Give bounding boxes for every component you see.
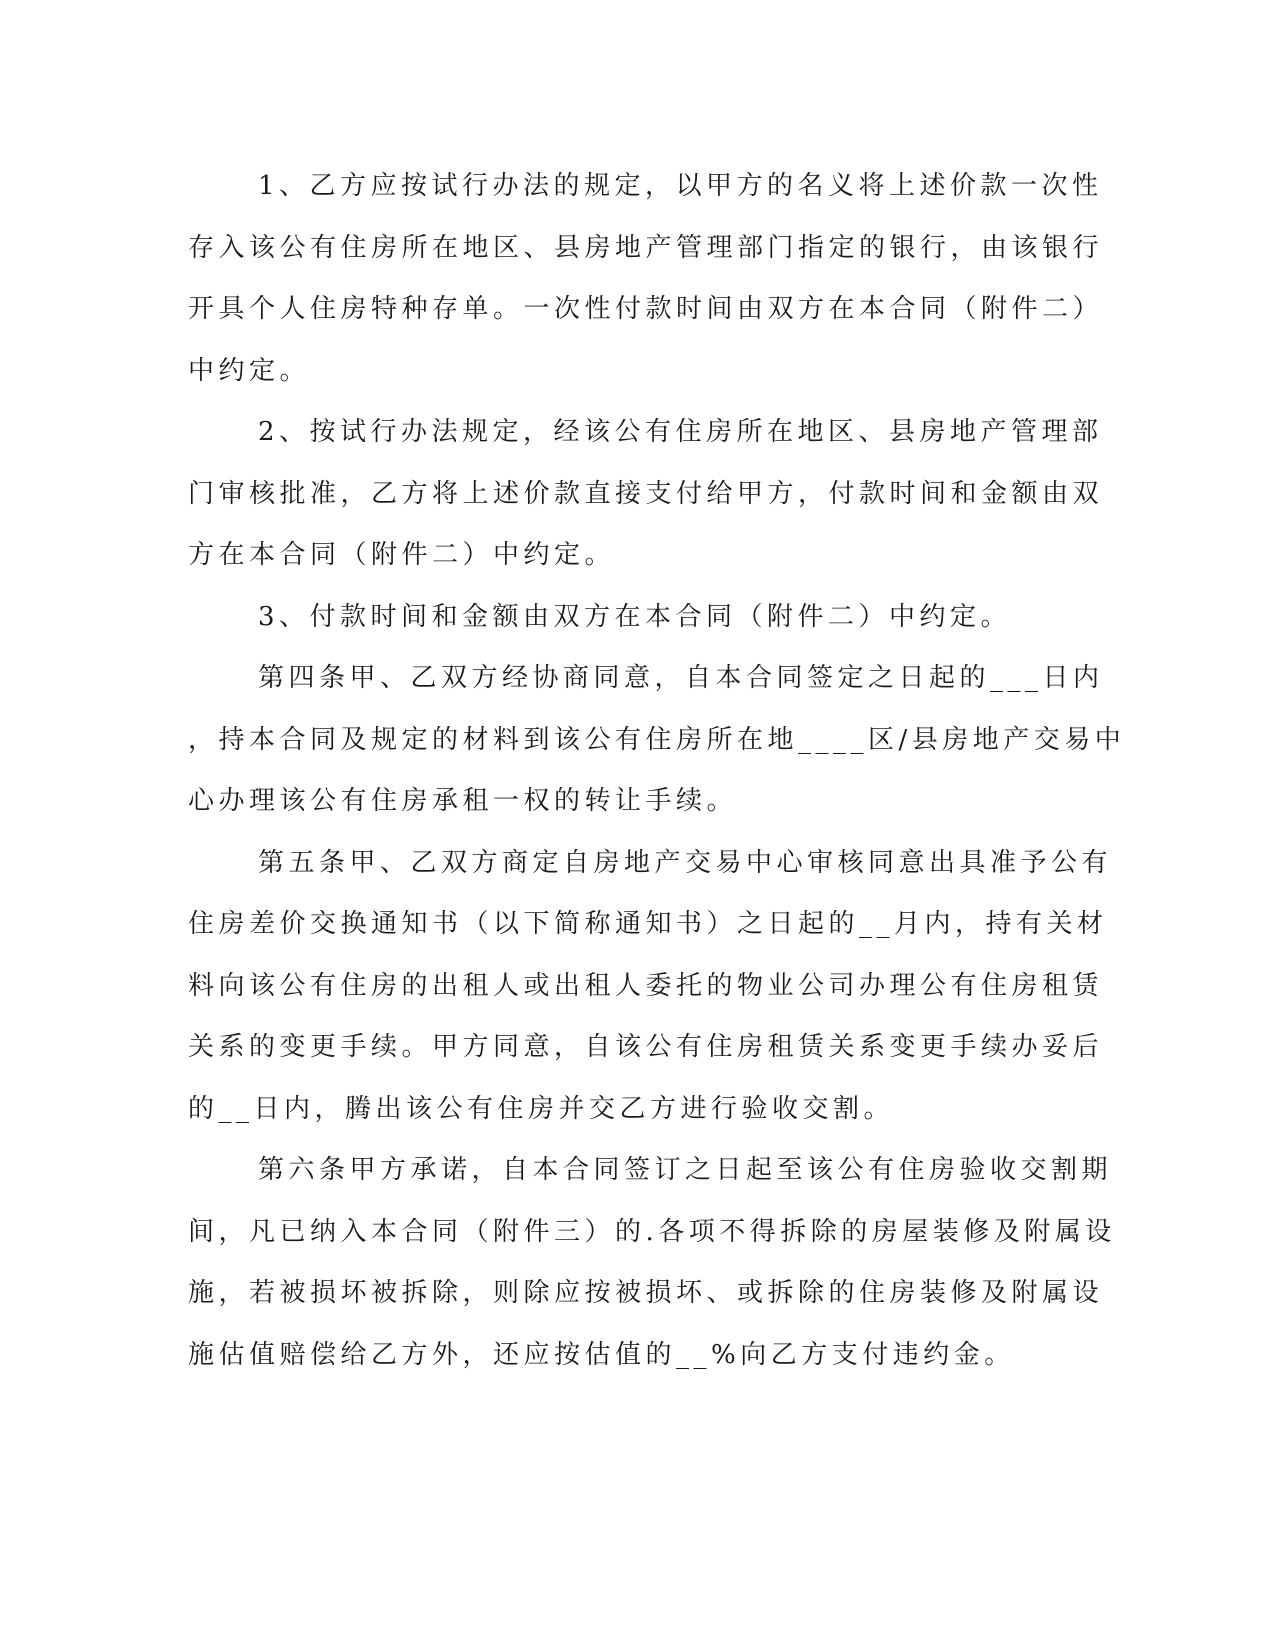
text-line: 心办理该公有住房承租一权的转让手续。 — [188, 786, 738, 816]
text-line: 2、按试行办法规定，经该公有住房所在地区、县房地产管理部 — [258, 417, 1103, 447]
text-line: 存入该公有住房所在地区、县房地产管理部门指定的银行，由该银行 — [188, 232, 1104, 263]
text-line: 1、乙方应按试行办法的规定，以甲方的名义将上述价款一次性 — [258, 171, 1103, 201]
text-line: 住房差价交换通知书（以下简称通知书）之日起的__月内，持有关材 — [188, 909, 1108, 939]
text-line: 料向该公有住房的出租人或出租人委托的物业公司办理公有住房租赁 — [188, 970, 1104, 1001]
paragraph-payment-method-1 — [188, 156, 1104, 402]
text-line: 第四条甲、乙双方经协商同意，自本合同签定之日起的___日内 — [258, 663, 1104, 693]
text-line: 第六条甲方承诺，自本合同签订之日起至该公有住房验收交割期 — [258, 1155, 1113, 1185]
paragraph-payment-method-3 — [188, 587, 1068, 649]
text-line: 第五条甲、乙双方商定自房地产交易中心审核同意出具准予公有 — [258, 847, 1113, 878]
text-line: 施估值赔偿给乙方外，还应按估值的__%向乙方支付违约金。 — [188, 1339, 1015, 1370]
paragraph-payment-method-2 — [188, 402, 1104, 587]
paragraph-article-4 — [188, 648, 1126, 833]
document-body — [188, 156, 1126, 1386]
text-line: 施，若被损坏被拆除，则除应按被损坏、或拆除的住房装修及附属设 — [188, 1278, 1104, 1308]
text-line: 中约定。 — [188, 355, 311, 386]
text-line: 开具个人住房特种存单。一次性付款时间由双方在本合同（附件二） — [188, 294, 1104, 324]
paragraph-article-6 — [188, 1140, 1116, 1386]
text-line: ，持本合同及规定的材料到该公有住房所在地____区/县房地产交易中 — [188, 724, 1126, 755]
text-line: 间，凡已纳入本合同（附件三）的.各项不得拆除的房屋装修及附属设 — [188, 1216, 1116, 1247]
paragraph-article-5 — [188, 833, 1113, 1141]
text-line: 3、付款时间和金额由双方在本合同（附件二）中约定。 — [258, 601, 1012, 632]
text-line: 方在本合同（附件二）中约定。 — [188, 540, 616, 570]
text-line: 门审核批准，乙方将上述价款直接支付给甲方，付款时间和金额由双 — [188, 478, 1104, 509]
text-line: 的__日内，腾出该公有住房并交乙方进行验收交割。 — [188, 1093, 895, 1124]
text-line: 关系的变更手续。甲方同意，自该公有住房租赁关系变更手续办妥后 — [188, 1032, 1104, 1062]
